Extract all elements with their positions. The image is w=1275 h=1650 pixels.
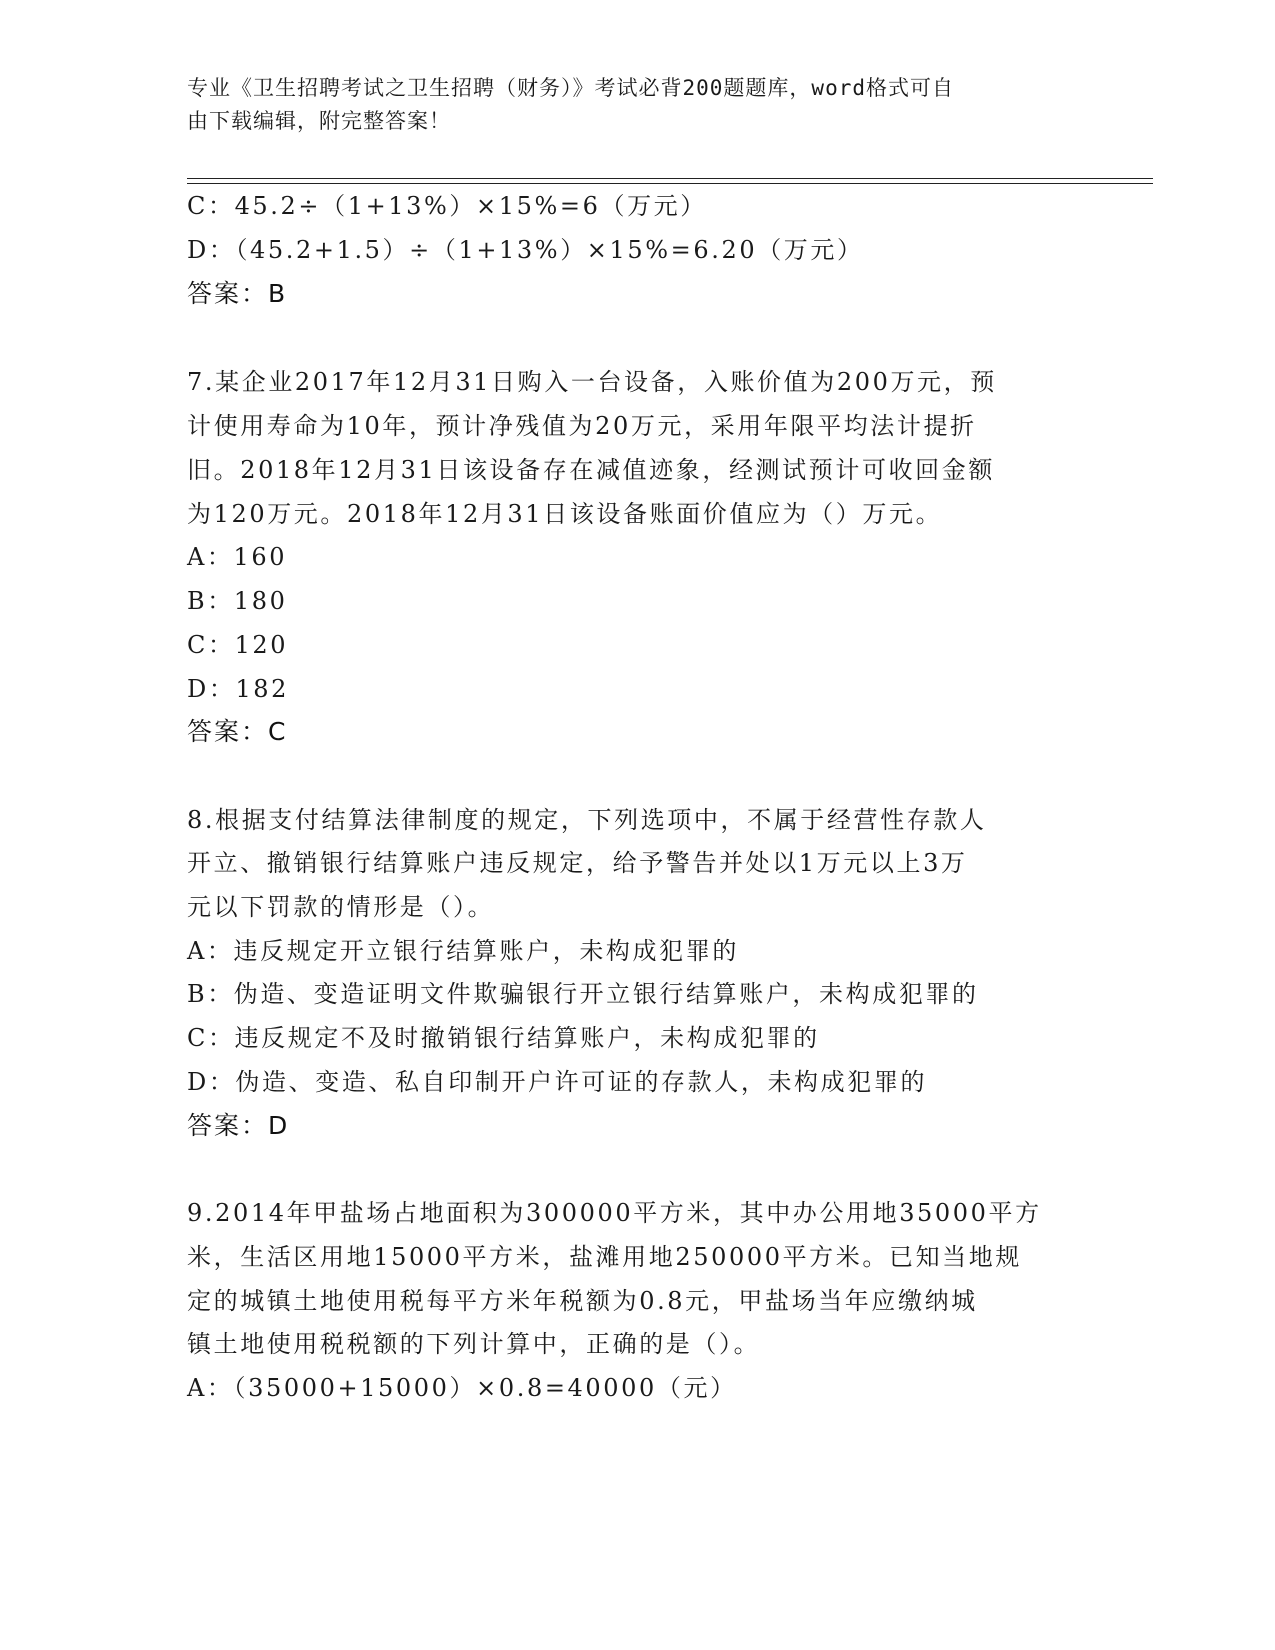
q7-text-line-2: 计使用寿命为10年，预计净残值为20万元，采用年限平均法计提折 bbox=[187, 412, 977, 440]
header-line-2: 由下载编辑，附完整答案！ bbox=[187, 109, 451, 133]
document-header bbox=[187, 72, 1067, 138]
q7-option-d: D：182 bbox=[187, 675, 290, 703]
prev-option-d: D：（45.2+1.5）÷（1+13%）×15%=6.20（万元） bbox=[187, 236, 864, 264]
q9-text-line-4: 镇土地使用税税额的下列计算中，正确的是（）。 bbox=[187, 1330, 761, 1358]
header-divider-top bbox=[187, 178, 1153, 179]
q7-answer: 答案：C bbox=[187, 717, 288, 746]
prev-answer: 答案：B bbox=[187, 279, 288, 308]
q7-option-b: B：180 bbox=[187, 587, 288, 615]
q7-text-line-1: 7.某企业2017年12月31日购入一台设备，入账价值为200万元，预 bbox=[187, 368, 997, 396]
q7-option-a: A：160 bbox=[187, 543, 288, 571]
q8-answer: 答案：D bbox=[187, 1111, 290, 1140]
q7-option-c: C：120 bbox=[187, 631, 289, 659]
q9-text-line-1: 9.2014年甲盐场占地面积为300000平方米，其中办公用地35000平方 bbox=[187, 1199, 1042, 1227]
q9-text-line-2: 米，生活区用地15000平方米，盐滩用地250000平方米。已知当地规 bbox=[187, 1243, 1022, 1271]
q9-text-line-3: 定的城镇土地使用税每平方米年税额为0.8元，甲盐场当年应缴纳城 bbox=[187, 1287, 978, 1315]
q8-option-d: D：伪造、变造、私自印制开户许可证的存款人，未构成犯罪的 bbox=[187, 1068, 928, 1096]
q8-text-line-3: 元以下罚款的情形是（）。 bbox=[187, 893, 495, 921]
header-divider-bottom bbox=[187, 183, 1153, 184]
q8-option-b: B：伪造、变造证明文件欺骗银行开立银行结算账户，未构成犯罪的 bbox=[187, 980, 979, 1008]
q8-text-line-2: 开立、撤销银行结算账户违反规定，给予警告并处以1万元以上3万 bbox=[187, 849, 968, 877]
q8-text-line-1: 8.根据支付结算法律制度的规定，下列选项中，不属于经营性存款人 bbox=[187, 806, 987, 834]
q8-option-c: C：违反规定不及时撤销银行结算账户，未构成犯罪的 bbox=[187, 1024, 820, 1052]
prev-option-c: C：45.2÷（1+13%）×15%=6（万元） bbox=[187, 192, 707, 220]
q9-option-a: A：（35000+15000）×0.8=40000（元） bbox=[187, 1374, 737, 1402]
q7-text-line-3: 旧。2018年12月31日该设备存在减值迹象，经测试预计可收回金额 bbox=[187, 456, 995, 484]
header-line-1: 专业《卫生招聘考试之卫生招聘（财务）》考试必背200题题库，word格式可自 bbox=[187, 76, 954, 100]
q8-option-a: A：违反规定开立银行结算账户，未构成犯罪的 bbox=[187, 937, 739, 965]
q7-text-line-4: 为120万元。2018年12月31日该设备账面价值应为（）万元。 bbox=[187, 500, 943, 528]
